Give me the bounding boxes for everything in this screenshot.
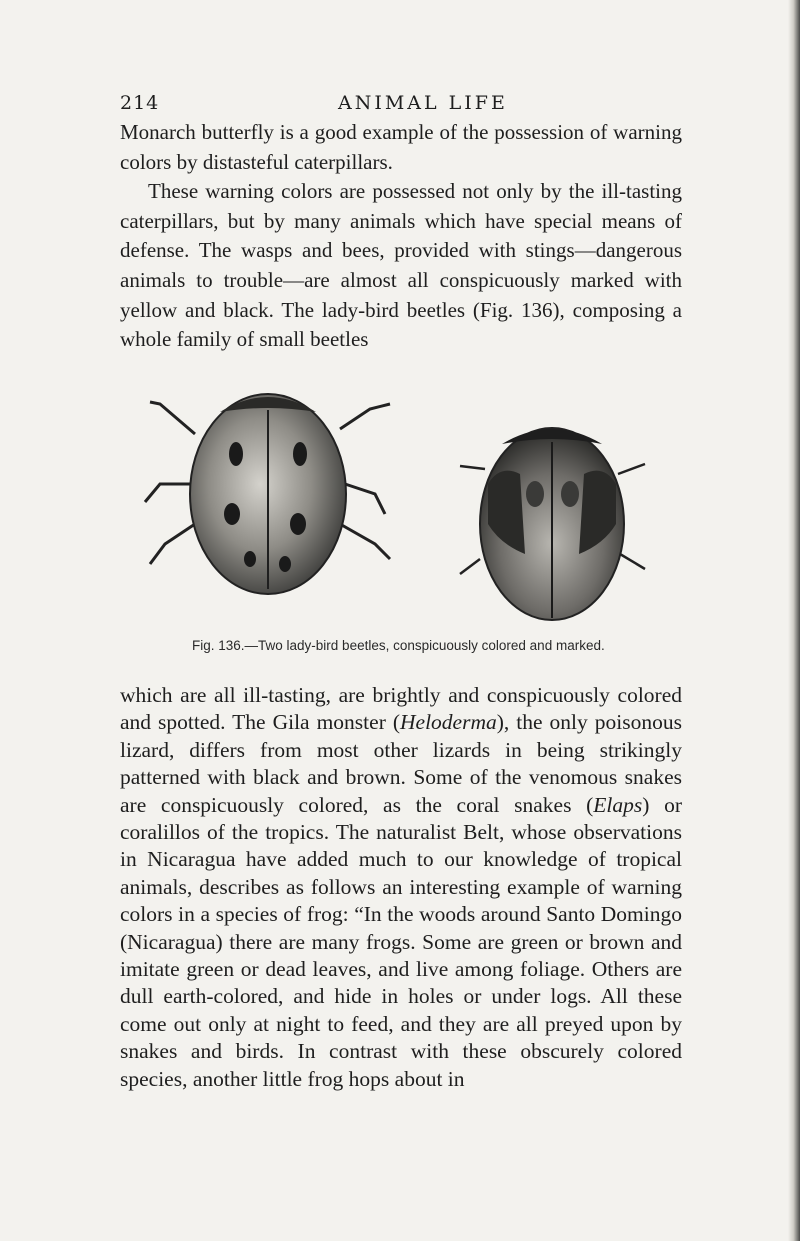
text-run: ) or coralillos of the tropics. The naturalist Belt, whose observations in Nicaragua have added much to our knowledge of tropical animals, describes as follows an interesting example of warning colors in a species of frog: “In the woods around Santo Domingo (Nicaragua) there are many frogs. Some are green or brown and imitate green or dead leaves, and live among foliage. Others are dull earth-colored, and hide in holes or under logs. All these come out only at night to feed, and they are all preyed upon by snakes and birds. In contrast with these obscurely colored species, another little frog hops about in: [120, 792, 682, 1091]
ladybird-beetles-figure: [140, 374, 700, 630]
text-run: ), the only poisonous lizard, differs from most other lizards in being strikingly patterned with black and brown. Some of the venomous snakes are conspicuously colored, as the coral snakes (: [120, 710, 682, 817]
paragraph-warning-colors: These warning colors are possessed not only by the ill-tasting caterpillars, but by many animals which have special means of defense. The wasps and bees, provided with stings—dangerous animals to trouble—are almost all conspicuously marked with yellow and black. The lady-bird beetles (Fig. 136), composing a whole family of small beetles: [120, 179, 682, 352]
italic-genus-heloderma: Heloderma: [400, 710, 497, 735]
paragraph-warning-examples: [120, 682, 682, 1093]
running-title: ANIMAL LIFE: [338, 92, 508, 114]
text-block-bottom: [120, 682, 682, 1093]
text-run: which are all ill-tasting, are brightly and conspicuously colored and spotted. The Gila monster (: [120, 683, 682, 735]
figure-caption: Fig. 136.—Two lady-bird beetles, conspicuously colored and marked.: [192, 638, 605, 653]
ladybird-beetle-left: [145, 394, 390, 594]
ladybird-beetle-right: [460, 428, 645, 620]
page-number: 214: [120, 92, 160, 114]
paragraph-continuation: Monarch butterfly is a good example of the possession of warning colors by distasteful caterpillars.: [120, 120, 682, 174]
page-edge-shadow: [788, 0, 800, 1241]
italic-genus-elaps: Elaps: [593, 792, 643, 817]
text-block-top: [120, 118, 682, 355]
